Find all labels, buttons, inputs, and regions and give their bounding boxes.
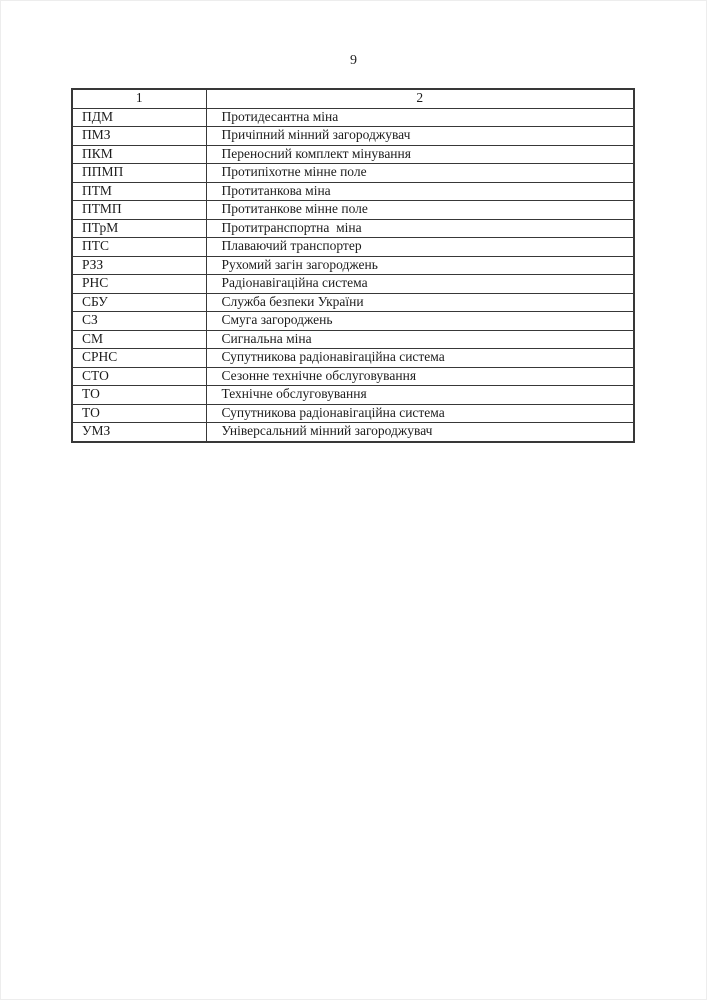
table-header-row xyxy=(72,89,634,108)
abbreviation-cell: ПТМ xyxy=(72,182,206,201)
meaning-cell: Протитранспортна міна xyxy=(206,219,634,238)
meaning-cell: Смуга загороджень xyxy=(206,312,634,331)
meaning-cell: Причіпний мінний загороджувач xyxy=(206,127,634,146)
abbreviation-cell: ПТС xyxy=(72,238,206,257)
abbreviation-cell: ТО xyxy=(72,386,206,405)
meaning-cell: Рухомий загін загороджень xyxy=(206,256,634,275)
meaning-cell: Протидесантна міна xyxy=(206,108,634,127)
abbreviation-cell: РНС xyxy=(72,275,206,294)
abbreviation-cell: ПДМ xyxy=(72,108,206,127)
table-row xyxy=(72,108,634,127)
abbreviation-cell: УМЗ xyxy=(72,423,206,442)
meaning-cell: Протипіхотне мінне поле xyxy=(206,164,634,183)
meaning-cell: Супутникова радіонавігаційна система xyxy=(206,404,634,423)
table-row xyxy=(72,219,634,238)
abbreviation-cell: ПТрМ xyxy=(72,219,206,238)
header-col-abbr: 1 xyxy=(72,89,206,108)
abbreviation-table-body xyxy=(72,108,634,442)
abbreviation-cell: СЗ xyxy=(72,312,206,331)
meaning-cell: Радіонавігаційна система xyxy=(206,275,634,294)
meaning-cell: Універсальний мінний загороджувач xyxy=(206,423,634,442)
meaning-cell: Технічне обслуговування xyxy=(206,386,634,405)
table-row xyxy=(72,238,634,257)
abbreviation-cell: СТО xyxy=(72,367,206,386)
meaning-cell: Сигнальна міна xyxy=(206,330,634,349)
abbreviation-cell: ПТМП xyxy=(72,201,206,220)
header-col-meaning: 2 xyxy=(206,89,634,108)
table-row xyxy=(72,293,634,312)
table-row xyxy=(72,404,634,423)
abbreviation-cell: СБУ xyxy=(72,293,206,312)
meaning-cell: Супутникова радіонавігаційна система xyxy=(206,349,634,368)
table-row xyxy=(72,127,634,146)
table-row xyxy=(72,145,634,164)
table-row xyxy=(72,386,634,405)
abbreviation-cell: ППМП xyxy=(72,164,206,183)
meaning-cell: Служба безпеки України xyxy=(206,293,634,312)
abbreviation-cell: ТО xyxy=(72,404,206,423)
abbreviation-cell: ПМЗ xyxy=(72,127,206,146)
abbreviation-cell: СМ xyxy=(72,330,206,349)
table-row xyxy=(72,349,634,368)
table-row xyxy=(72,182,634,201)
table-row xyxy=(72,330,634,349)
table-row xyxy=(72,275,634,294)
meaning-cell: Протитанкове мінне поле xyxy=(206,201,634,220)
page-number: 9 xyxy=(350,53,357,68)
table-row xyxy=(72,164,634,183)
table-row xyxy=(72,201,634,220)
meaning-cell: Плаваючий транспортер xyxy=(206,238,634,257)
meaning-cell: Протитанкова міна xyxy=(206,182,634,201)
meaning-cell: Переносний комплект мінування xyxy=(206,145,634,164)
abbreviation-cell: РЗЗ xyxy=(72,256,206,275)
meaning-cell: Сезонне технічне обслуговування xyxy=(206,367,634,386)
table-row xyxy=(72,423,634,442)
table-row xyxy=(72,256,634,275)
abbreviation-cell: СРНС xyxy=(72,349,206,368)
abbreviation-cell: ПКМ xyxy=(72,145,206,164)
table-row xyxy=(72,312,634,331)
abbreviation-table xyxy=(71,88,635,443)
table-row xyxy=(72,367,634,386)
